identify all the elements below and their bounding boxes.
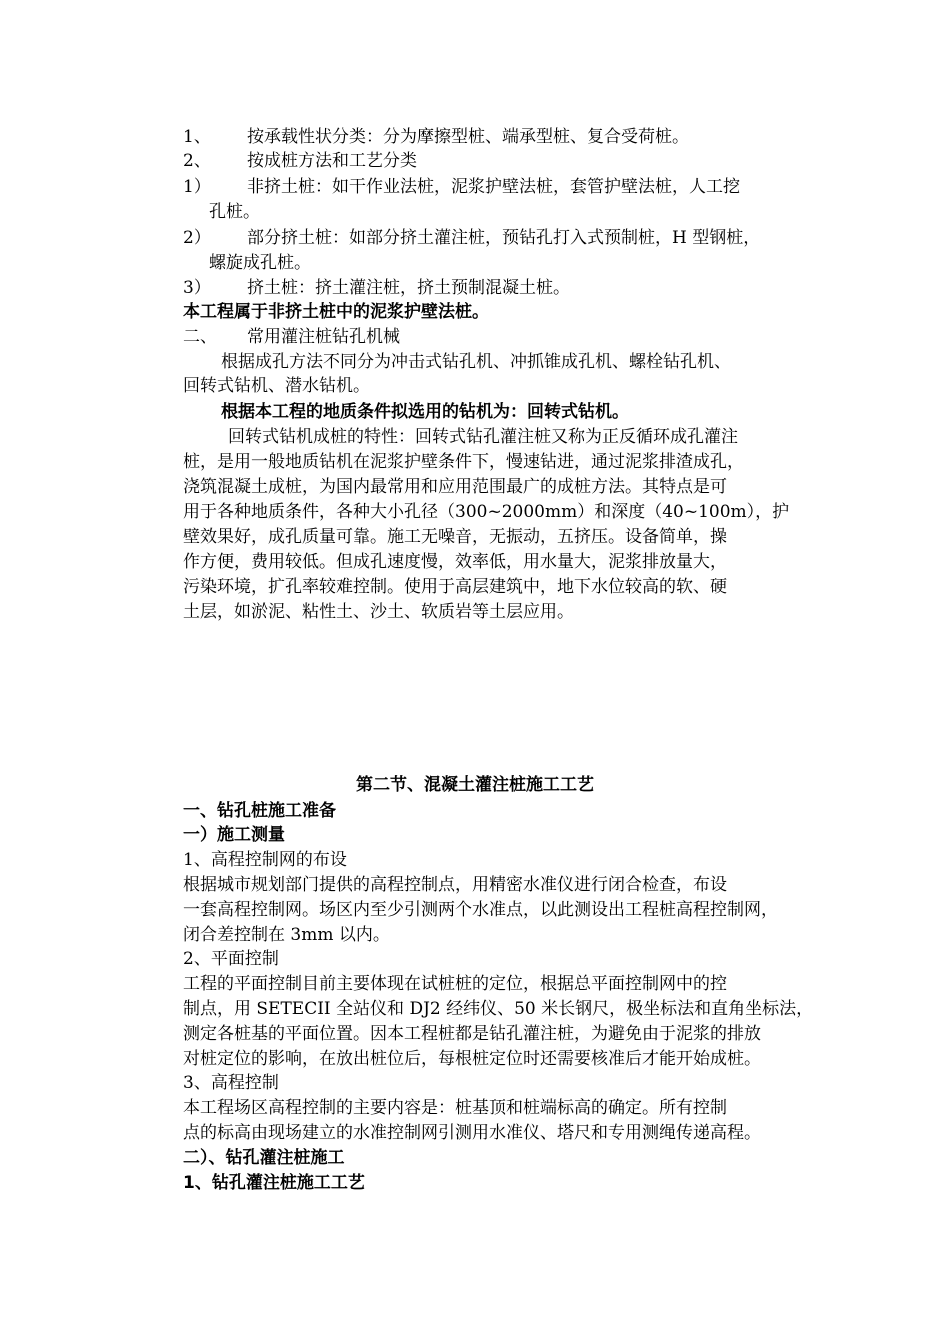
list-text: 挤土桩：挤土灌注桩，挤土预制混凝土桩。 (247, 278, 570, 298)
paragraph-line: 污染环境，扩孔率较难控制。使用于高层建筑中，地下水位较高的软、硬 (183, 577, 727, 597)
subsection-title: 2、平面控制 (183, 949, 279, 969)
list-text-continued: 孔桩。 (209, 202, 260, 222)
list-item (183, 276, 570, 300)
selected-drill-text: 根据本工程的地质条件拟选用的钻机为：回转式钻机。 (221, 402, 629, 422)
heading-4: 1、钻孔灌注桩施工工艺 (183, 1173, 365, 1193)
list-text: 非挤土桩：如干作业法桩，泥浆护壁法桩，套管护壁法桩，人工挖 (247, 177, 740, 197)
paragraph-line: 点的标高由现场建立的水准控制网引测用水准仪、塔尺和专用测绳传递高程。 (183, 1123, 761, 1143)
list-item (183, 175, 740, 199)
heading-text: 常用灌注桩钻孔机械 (247, 327, 400, 347)
section-title: 第二节、混凝土灌注桩施工工艺 (356, 775, 594, 795)
list-text: 按承载性状分类：分为摩擦型桩、端承型桩、复合受荷桩。 (247, 127, 689, 147)
paragraph-line: 测定各桩基的平面位置。因本工程桩都是钻孔灌注桩，为避免由于泥浆的排放 (183, 1024, 761, 1044)
list-text: 按成桩方法和工艺分类 (247, 151, 417, 171)
list-item (183, 125, 689, 149)
paragraph-line: 根据城市规划部门提供的高程控制点，用精密水准仪进行闭合检查，布设 (183, 875, 727, 895)
paragraph-line: 根据成孔方法不同分为冲击式钻孔机、冲抓锥成孔机、螺栓钻孔机、 (221, 352, 731, 372)
paragraph-line: 工程的平面控制目前主要体现在试桩桩的定位，根据总平面控制网中的控 (183, 974, 727, 994)
heading-2: 一）施工测量 (183, 825, 285, 845)
subsection-title: 3、高程控制 (183, 1073, 279, 1093)
paragraph-line: 对桩定位的影响，在放出桩位后，每根桩定位时还需要核准后才能开始成桩。 (183, 1049, 761, 1069)
paragraph-line: 回转式钻机、潜水钻机。 (183, 376, 370, 396)
heading-3: 二）、钻孔灌注桩施工 (183, 1148, 345, 1168)
paragraph-line: 制点，用 SETECII 全站仪和 DJ2 经纬仪、50 米长钢尺，极坐标法和直角坐标法， (183, 999, 814, 1019)
list-item (183, 149, 417, 173)
paragraph-line: 用于各种地质条件，各种大小孔径（300~2000mm）和深度（40~100m），护 (183, 502, 790, 522)
conclusion-text: 本工程属于非挤土桩中的泥浆护壁法桩。 (183, 302, 489, 322)
paragraph-line: 壁效果好，成孔质量可靠。施工无噪音，无振动，五挤压。设备简单，操 (183, 527, 727, 547)
list-number: 3） (183, 278, 211, 298)
paragraph-line: 一套高程控制网。场区内至少引测两个水准点，以此测设出工程桩高程控制网， (183, 900, 778, 920)
list-number: 1、 (183, 127, 211, 147)
paragraph-line: 土层，如淤泥、粘性土、沙土、软质岩等土层应用。 (183, 602, 574, 622)
paragraph-line: 回转式钻机成桩的特性：回转式钻孔灌注桩又称为正反循环成孔灌注 (228, 427, 738, 447)
heading-1: 一、钻孔桩施工准备 (183, 801, 336, 821)
list-text-continued: 螺旋成孔桩。 (209, 253, 311, 273)
paragraph-line: 作方便，费用较低。但成孔速度慢，效率低，用水量大，泥浆排放量大， (183, 552, 727, 572)
list-item (183, 226, 760, 250)
subsection-title: 1、高程控制网的布设 (183, 850, 347, 870)
paragraph-line: 闭合差控制在 3mm 以内。 (183, 925, 390, 945)
section-heading (183, 325, 400, 349)
list-number: 2） (183, 228, 211, 248)
paragraph-line: 本工程场区高程控制的主要内容是：桩基顶和桩端标高的确定。所有控制 (183, 1098, 727, 1118)
heading-number: 二、 (183, 327, 217, 347)
paragraph-line: 浇筑混凝土成桩，为国内最常用和应用范围最广的成桩方法。其特点是可 (183, 477, 727, 497)
list-number: 1） (183, 177, 211, 197)
paragraph-line: 桩，是用一般地质钻机在泥浆护壁条件下，慢速钻进，通过泥浆排渣成孔， (183, 452, 744, 472)
list-number: 2、 (183, 151, 211, 171)
list-text: 部分挤土桩：如部分挤土灌注桩，预钻孔打入式预制桩，H 型钢桩， (247, 228, 761, 248)
